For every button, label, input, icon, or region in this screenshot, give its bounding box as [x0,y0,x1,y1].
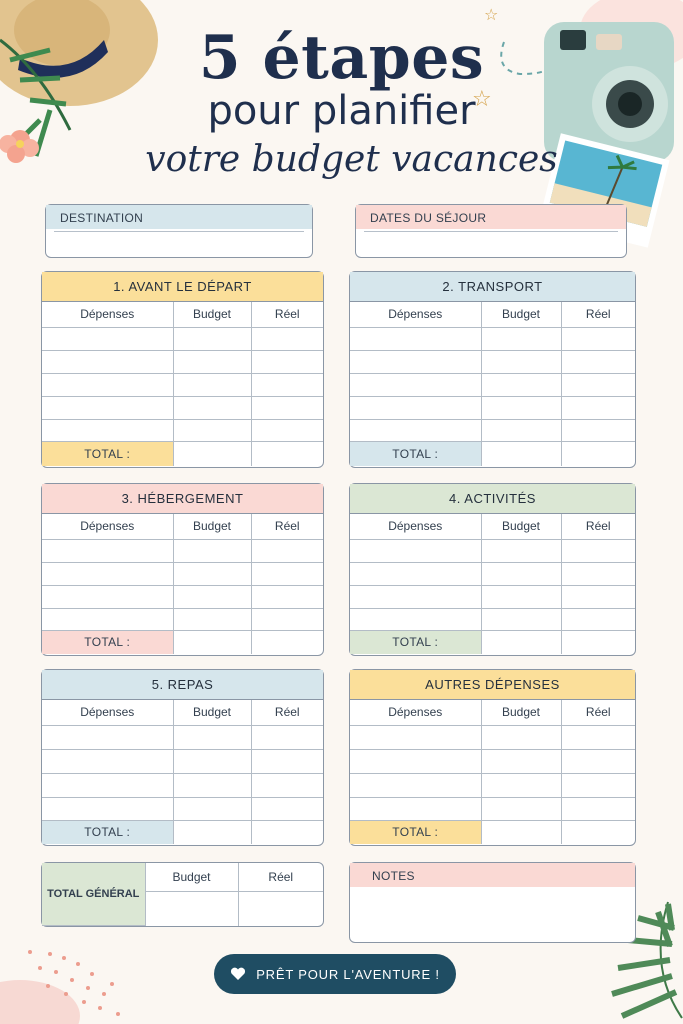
total-budget[interactable] [173,630,251,654]
grand-total-reel-value[interactable] [238,891,323,926]
col-reel: Réel [251,514,323,539]
section-title: 3. HÉBERGEMENT [42,484,323,514]
total-reel[interactable] [561,630,635,654]
grand-total-reel-header: Réel [238,863,323,891]
section-avant-depart [41,271,324,468]
cell[interactable] [561,773,635,797]
total-budget[interactable] [173,820,251,844]
cell[interactable] [251,797,323,820]
dates-field[interactable] [355,204,627,258]
cell[interactable] [173,396,251,419]
cell[interactable] [251,419,323,441]
cell[interactable] [561,539,635,562]
cell[interactable] [481,797,561,820]
cell[interactable] [350,797,481,820]
cell[interactable] [42,539,173,562]
col-budget: Budget [173,700,251,725]
title-line-1: 5 étapes [198,23,485,93]
col-depenses: Dépenses [42,514,173,539]
section-title: AUTRES DÉPENSES [350,670,635,700]
cell[interactable] [251,562,323,585]
col-budget: Budget [481,514,561,539]
cell[interactable] [561,749,635,773]
cell[interactable] [561,419,635,441]
cell[interactable] [561,585,635,608]
col-depenses: Dépenses [42,302,173,327]
cell[interactable] [251,749,323,773]
cell[interactable] [561,608,635,630]
cell[interactable] [481,725,561,749]
cell[interactable] [251,773,323,797]
grand-total-budget-header: Budget [145,863,238,891]
cell[interactable] [42,419,173,441]
cell[interactable] [350,419,481,441]
cell[interactable] [561,373,635,396]
total-budget[interactable] [481,630,561,654]
cell[interactable] [561,350,635,373]
section-title: 4. ACTIVITÉS [350,484,635,514]
cell[interactable] [350,539,481,562]
cell[interactable] [173,327,251,350]
total-reel[interactable] [251,820,323,844]
cell[interactable] [481,327,561,350]
col-reel: Réel [561,700,635,725]
section-autres-depenses [349,669,636,846]
cell[interactable] [42,562,173,585]
heart-icon [230,967,246,981]
cell[interactable] [42,373,173,396]
col-budget: Budget [173,302,251,327]
cell[interactable] [251,396,323,419]
cell[interactable] [561,562,635,585]
total-label: TOTAL : [42,630,173,654]
cell[interactable] [251,539,323,562]
cell[interactable] [173,773,251,797]
section-title: 5. REPAS [42,670,323,700]
col-reel: Réel [251,302,323,327]
cell[interactable] [173,373,251,396]
col-depenses: Dépenses [350,514,481,539]
col-reel: Réel [561,302,635,327]
cell[interactable] [481,773,561,797]
cell[interactable] [350,373,481,396]
total-label: TOTAL : [42,820,173,844]
col-depenses: Dépenses [42,700,173,725]
notes-box[interactable] [349,862,636,943]
grand-total-budget-value[interactable] [145,891,238,926]
cell[interactable] [481,562,561,585]
cell[interactable] [561,327,635,350]
cell[interactable] [481,585,561,608]
col-depenses: Dépenses [350,302,481,327]
total-reel[interactable] [251,630,323,654]
cell[interactable] [350,585,481,608]
total-budget[interactable] [481,820,561,844]
section-activites [349,483,636,656]
cell[interactable] [173,539,251,562]
cell[interactable] [42,327,173,350]
total-label: TOTAL : [42,441,173,466]
cell[interactable] [481,539,561,562]
col-reel: Réel [251,700,323,725]
cell[interactable] [173,608,251,630]
cell[interactable] [561,725,635,749]
cell[interactable] [251,373,323,396]
grand-total-label: TOTAL GÉNÉRAL [42,863,145,926]
cell[interactable] [350,562,481,585]
dates-label: DATES DU SÉJOUR [356,205,626,229]
cell[interactable] [481,350,561,373]
cell[interactable] [251,608,323,630]
dots-decoration [0,944,140,1024]
total-reel[interactable] [251,441,323,466]
col-reel: Réel [561,514,635,539]
total-reel[interactable] [561,441,635,466]
cell[interactable] [173,562,251,585]
section-repas [41,669,324,846]
cell[interactable] [481,419,561,441]
section-title: 2. TRANSPORT [350,272,635,302]
cell[interactable] [42,608,173,630]
cell[interactable] [42,773,173,797]
grand-total-box [41,862,324,927]
cell[interactable] [350,773,481,797]
section-transport [349,271,636,468]
cell[interactable] [561,396,635,419]
cell[interactable] [42,749,173,773]
cta-label: PRÊT POUR L'AVENTURE ! [256,966,440,982]
cell[interactable] [251,725,323,749]
cell[interactable] [481,396,561,419]
section-title: 1. AVANT LE DÉPART [42,272,323,302]
col-budget: Budget [173,514,251,539]
col-budget: Budget [481,302,561,327]
cell[interactable] [350,725,481,749]
cell[interactable] [42,725,173,749]
total-label: TOTAL : [350,441,481,466]
cell[interactable] [350,749,481,773]
total-label: TOTAL : [350,820,481,844]
col-budget: Budget [481,700,561,725]
cell[interactable] [173,797,251,820]
col-depenses: Dépenses [350,700,481,725]
cell[interactable] [42,350,173,373]
total-label: TOTAL : [350,630,481,654]
cell[interactable] [251,585,323,608]
cell[interactable] [42,585,173,608]
cell[interactable] [251,327,323,350]
cell[interactable] [481,608,561,630]
svg-text:☆: ☆ [484,7,499,24]
total-budget[interactable] [173,441,251,466]
cell[interactable] [173,725,251,749]
title-line-3: votre budget vacances [145,139,558,180]
cell[interactable] [173,419,251,441]
cell[interactable] [350,350,481,373]
cell[interactable] [561,797,635,820]
cell[interactable] [173,350,251,373]
cell[interactable] [350,396,481,419]
cell[interactable] [173,749,251,773]
cell[interactable] [42,797,173,820]
title-line-2: pour planifier [207,88,476,134]
cell[interactable] [251,350,323,373]
svg-text:☆: ☆ [472,86,492,111]
section-hebergement [41,483,324,656]
destination-field[interactable] [45,204,313,258]
cell[interactable] [173,585,251,608]
destination-label: DESTINATION [46,205,312,229]
cell[interactable] [350,608,481,630]
cta-button[interactable] [214,954,456,994]
cell[interactable] [350,327,481,350]
cell[interactable] [481,749,561,773]
notes-label: NOTES [350,863,635,887]
cell[interactable] [481,373,561,396]
cell[interactable] [42,396,173,419]
total-reel[interactable] [561,820,635,844]
total-budget[interactable] [481,441,561,466]
page-title [0,22,683,182]
